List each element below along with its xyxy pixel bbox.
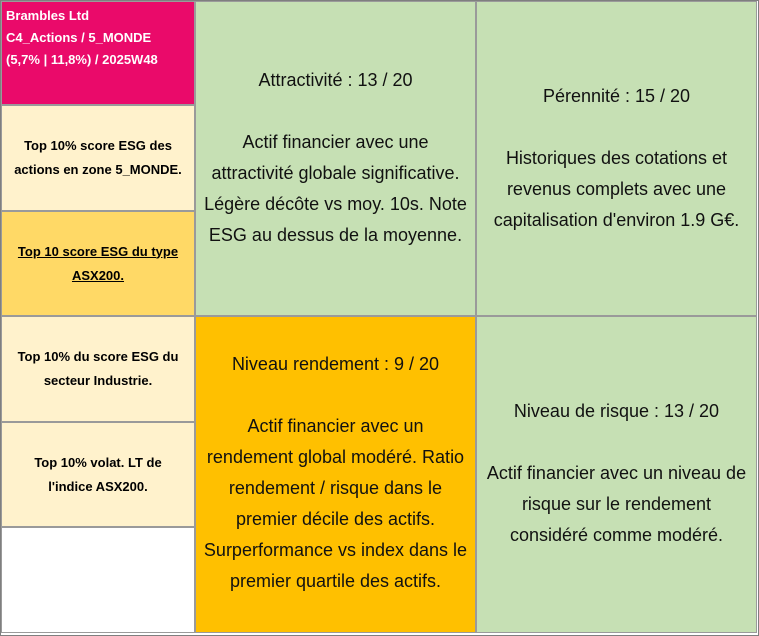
risque-cell: Niveau de risque : 13 / 20 Actif financier avec un niveau de risque sur le rendement considéré comme modéré. [476,316,757,633]
perennite-cell: Pérennité : 15 / 20 Historiques des cotations et revenus complets avec une capitalisation d'environ 1.9 G€. [476,1,757,316]
empty-cell [1,527,195,633]
attractivite-cell: Attractivité : 13 / 20 Actif financier avec une attractivité globale significative. Légère décôte vs moy. 10s. Note ESG au dessus de la moyenne. [195,1,476,316]
esg-type-link[interactable]: Top 10 score ESG du type ASX200. [1,211,195,316]
asset-header-cell [1,1,195,105]
perennite-title: Pérennité : 15 / 20 [542,86,691,106]
esg-sector-badge: Top 10% du score ESG du secteur Industrie. [1,316,195,422]
asset-category: C4_Actions / 5_MONDE [6,30,152,45]
volatility-badge: Top 10% volat. LT de l'indice ASX200. [1,422,195,527]
attractivite-title: Attractivité : 13 / 20 [258,70,413,90]
esg-zone-badge: Top 10% score ESG des actions en zone 5_MONDE. [1,105,195,211]
asset-stats-period: (5,7% | 11,8%) / 2025W48 [6,52,158,67]
rendement-cell: Niveau rendement : 9 / 20 Actif financier avec un rendement global modéré. Ratio rendement / risque dans le premier décile des actifs. Surperformance vs index dans le premier quartile des actifs. [195,316,476,633]
risque-title: Niveau de risque : 13 / 20 [513,401,720,421]
rendement-title: Niveau rendement : 9 / 20 [231,354,440,374]
asset-name: Brambles Ltd [6,8,90,23]
